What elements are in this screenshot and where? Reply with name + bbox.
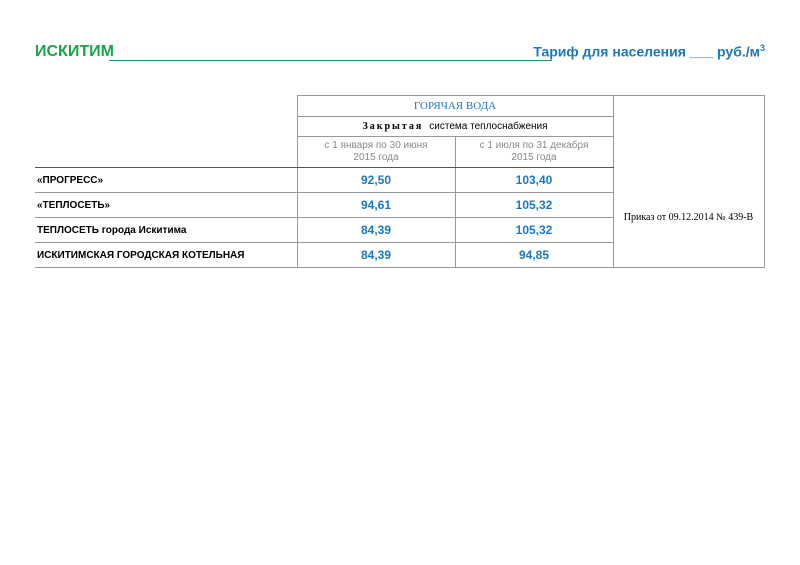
empty-header-cell bbox=[613, 96, 764, 117]
empty-header-cell-2 bbox=[613, 117, 764, 137]
empty-header-cell-3 bbox=[613, 137, 764, 168]
tariff-value-period-1: 84,39 bbox=[297, 243, 455, 268]
tariff-value-period-1: 84,39 bbox=[297, 218, 455, 243]
closed-word: Закрытая bbox=[362, 121, 424, 132]
organization-name: ИСКИТИМСКАЯ ГОРОДСКАЯ КОТЕЛЬНАЯ bbox=[35, 243, 297, 268]
tariff-value-period-2: 94,85 bbox=[455, 243, 613, 268]
tariff-value-period-1: 94,61 bbox=[297, 193, 455, 218]
tariff-value-period-2: 105,32 bbox=[455, 218, 613, 243]
period-1-line1: с 1 января по 30 июня bbox=[324, 140, 428, 151]
tariff-table bbox=[35, 95, 765, 268]
hot-water-title: ГОРЯЧАЯ ВОДА bbox=[297, 96, 613, 117]
city-title: ИСКИТИМ bbox=[35, 43, 114, 60]
tariff-unit-superscript: 3 bbox=[759, 43, 765, 53]
period-2-line1: с 1 июля по 31 декабря bbox=[479, 140, 589, 151]
tariff-title bbox=[533, 43, 765, 60]
organization-name: ТЕПЛОСЕТЬ города Искитима bbox=[35, 218, 297, 243]
document-header bbox=[35, 43, 765, 67]
period-2-header bbox=[455, 137, 613, 168]
period-2-line2: 2015 года bbox=[511, 152, 557, 163]
tariff-value-period-1: 92,50 bbox=[297, 168, 455, 193]
tariff-label: Тариф для населения ___ руб./м bbox=[533, 43, 760, 60]
system-text: система теплоснабжения bbox=[429, 121, 548, 132]
tariff-value-period-2: 103,40 bbox=[455, 168, 613, 193]
tariff-value-period-2: 105,32 bbox=[455, 193, 613, 218]
empty-corner-cell bbox=[35, 96, 297, 168]
system-type-cell bbox=[297, 117, 613, 137]
organization-name: «ПРОГРЕСС» bbox=[35, 168, 297, 193]
organization-name: «ТЕПЛОСЕТЬ» bbox=[35, 193, 297, 218]
period-1-header bbox=[297, 137, 455, 168]
period-1-line2: 2015 года bbox=[353, 152, 399, 163]
order-reference: Приказ от 09.12.2014 № 439-В bbox=[613, 168, 764, 268]
city-underline bbox=[109, 60, 552, 61]
table-row bbox=[35, 168, 764, 193]
